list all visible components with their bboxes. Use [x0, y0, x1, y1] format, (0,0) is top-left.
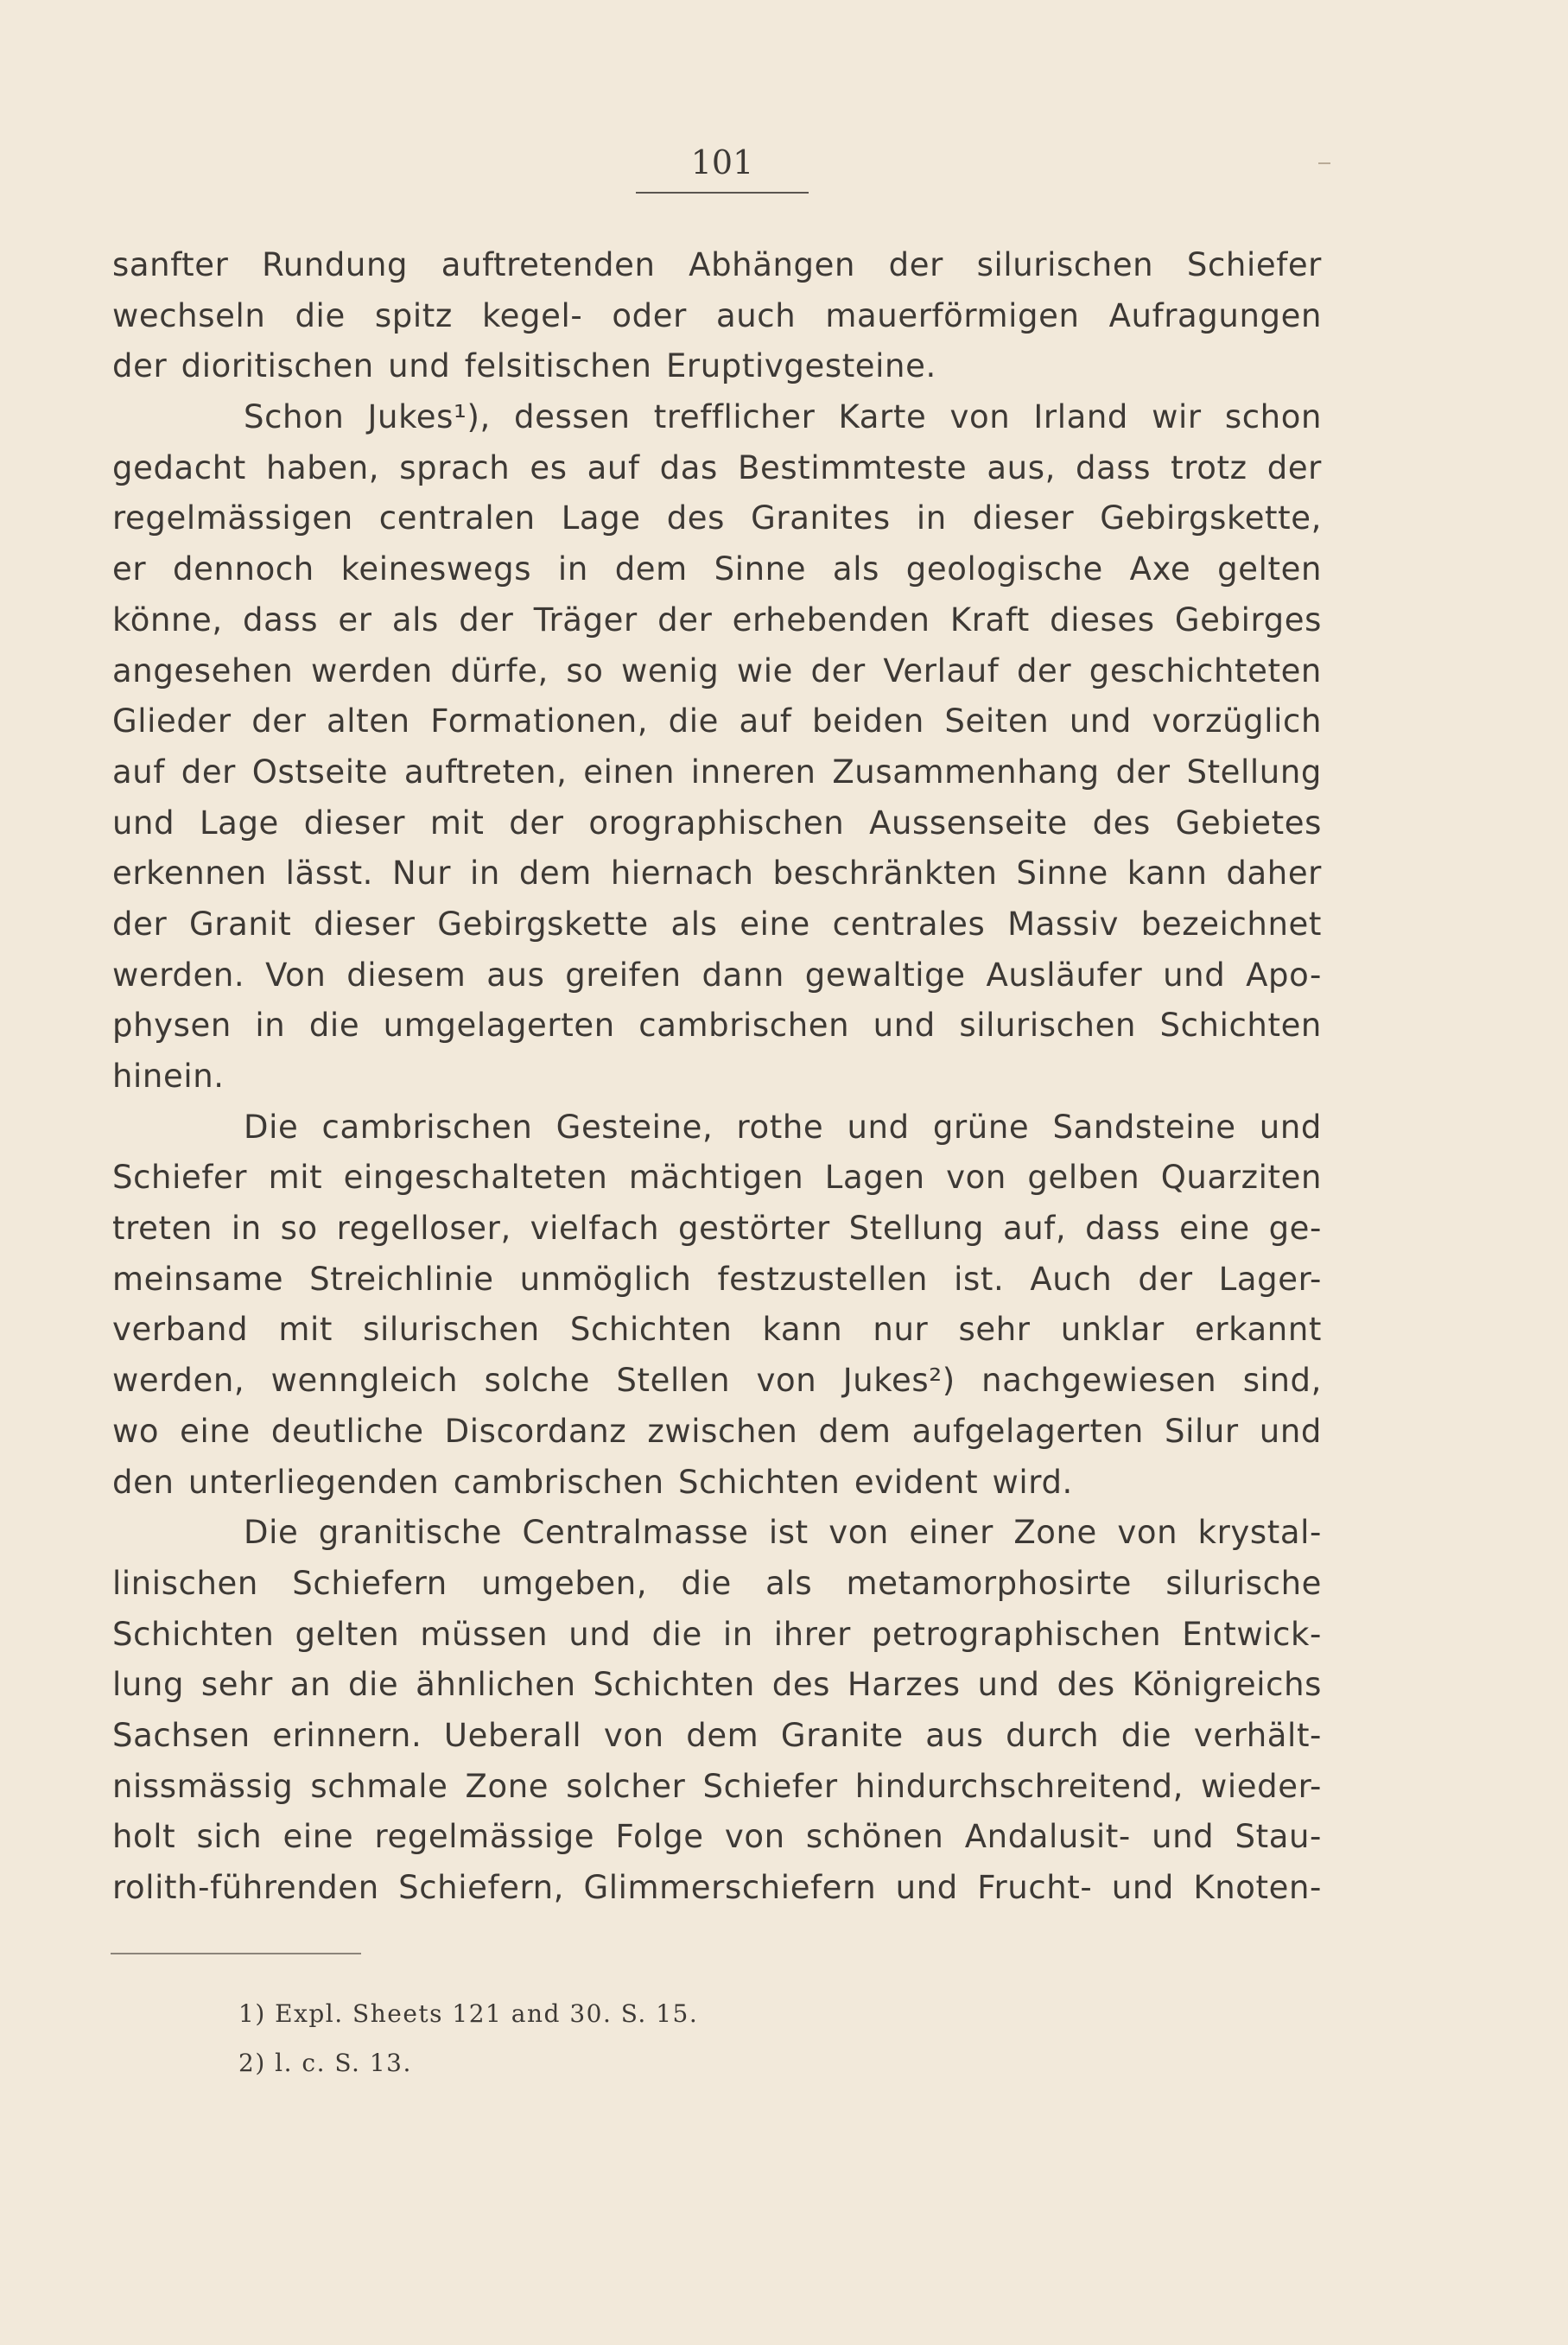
footnotes [238, 1989, 698, 2088]
edge-mark [1318, 162, 1330, 164]
text-line: Schichten gelten müssen und die in ihrer petrographischen Entwick- [112, 1615, 1322, 1653]
text-line: meinsame Streichlinie unmöglich festzustellen ist. Auch der Lager- [112, 1260, 1322, 1298]
text-line: auf der Ostseite auftreten, einen inneren Zusammenhang der Stellung [112, 753, 1322, 791]
text-line: und Lage dieser mit der orographischen Aussenseite des Gebietes [112, 804, 1322, 842]
paragraph [112, 1508, 1322, 1914]
text-line: wo eine deutliche Discordanz zwischen dem aufgelagerten Silur und [112, 1412, 1322, 1450]
text-line: Die granitische Centralmasse ist von einer Zone von krystal- [244, 1514, 1322, 1552]
page-number: 101 [690, 143, 754, 181]
paragraph [112, 1103, 1322, 1509]
text-line: Die cambrischen Gesteine, rothe und grüne Sandsteine und [244, 1108, 1322, 1146]
text-line: den unterliegenden cambrischen Schichten evident wird. [112, 1463, 1073, 1501]
text-line: nissmässig schmale Zone solcher Schiefer hindurchschreitend, wieder- [112, 1767, 1322, 1805]
text-line: werden. Von diesem aus greifen dann gewaltige Ausläufer und Apo- [112, 956, 1322, 994]
text-line: linischen Schiefern umgeben, die als metamorphosirte silurische [112, 1564, 1322, 1602]
text-line: treten in so regelloser, vielfach gestörter Stellung auf, dass eine ge- [112, 1210, 1322, 1248]
text-line: lung sehr an die ähnlichen Schichten des Harzes und des Königreichs [112, 1666, 1322, 1704]
text-line: holt sich eine regelmässige Folge von schönen Andalusit- und Stau- [112, 1818, 1322, 1856]
text-line: rolith-führenden Schiefern, Glimmerschiefern und Frucht- und Knoten- [112, 1869, 1322, 1906]
footnote-2: 2) l. c. S. 13. [238, 2049, 412, 2077]
body-text [112, 240, 1322, 1914]
text-line: gedacht haben, sprach es auf das Bestimmteste aus, dass trotz der [112, 448, 1322, 486]
text-line: er dennoch keineswegs in dem Sinne als geologische Axe gelten [112, 550, 1322, 588]
paragraph [112, 240, 1322, 392]
text-line: werden, wenngleich solche Stellen von Jukes²) nachgewiesen sind, [112, 1362, 1322, 1400]
text-line: Glieder der alten Formationen, die auf beiden Seiten und vorzüglich [112, 702, 1322, 740]
text-line: könne, dass er als der Träger der erhebenden Kraft dieses Gebirges [112, 601, 1322, 639]
text-line: der dioritischen und felsitischen Eruptivgesteine. [112, 347, 936, 385]
text-line: physen in die umgelagerten cambrischen und silurischen Schichten [112, 1007, 1322, 1045]
text-line: angesehen werden dürfe, so wenig wie der Verlauf der geschichteten [112, 651, 1322, 690]
text-line: verband mit silurischen Schichten kann nur sehr unklar erkannt [112, 1311, 1322, 1349]
footnote-1: 1) Expl. Sheets 121 and 30. S. 15. [238, 1999, 699, 2028]
text-line: Schiefer mit eingeschalteten mächtigen Lagen von gelben Quarziten [112, 1159, 1322, 1197]
page-number-rule [636, 192, 809, 194]
footnote-rule [111, 1953, 361, 1954]
text-line: der Granit dieser Gebirgskette als eine centrales Massiv bezeichnet [112, 905, 1322, 943]
text-line: Schon Jukes¹), dessen trefflicher Karte von Irland wir schon [244, 398, 1322, 436]
text-line: erkennen lässt. Nur in dem hiernach beschränkten Sinne kann daher [112, 855, 1322, 893]
paragraph [112, 392, 1322, 1103]
text-line: wechseln die spitz kegel- oder auch mauerförmigen Aufragungen [112, 296, 1322, 334]
text-line: sanfter Rundung auftretenden Abhängen der silurischen Schiefer [112, 246, 1322, 283]
text-line: hinein. [112, 1058, 225, 1095]
text-line: regelmässigen centralen Lage des Granites in dieser Gebirgskette, [112, 499, 1322, 537]
text-line: Sachsen erinnern. Ueberall von dem Granite aus durch die verhält- [112, 1716, 1322, 1754]
